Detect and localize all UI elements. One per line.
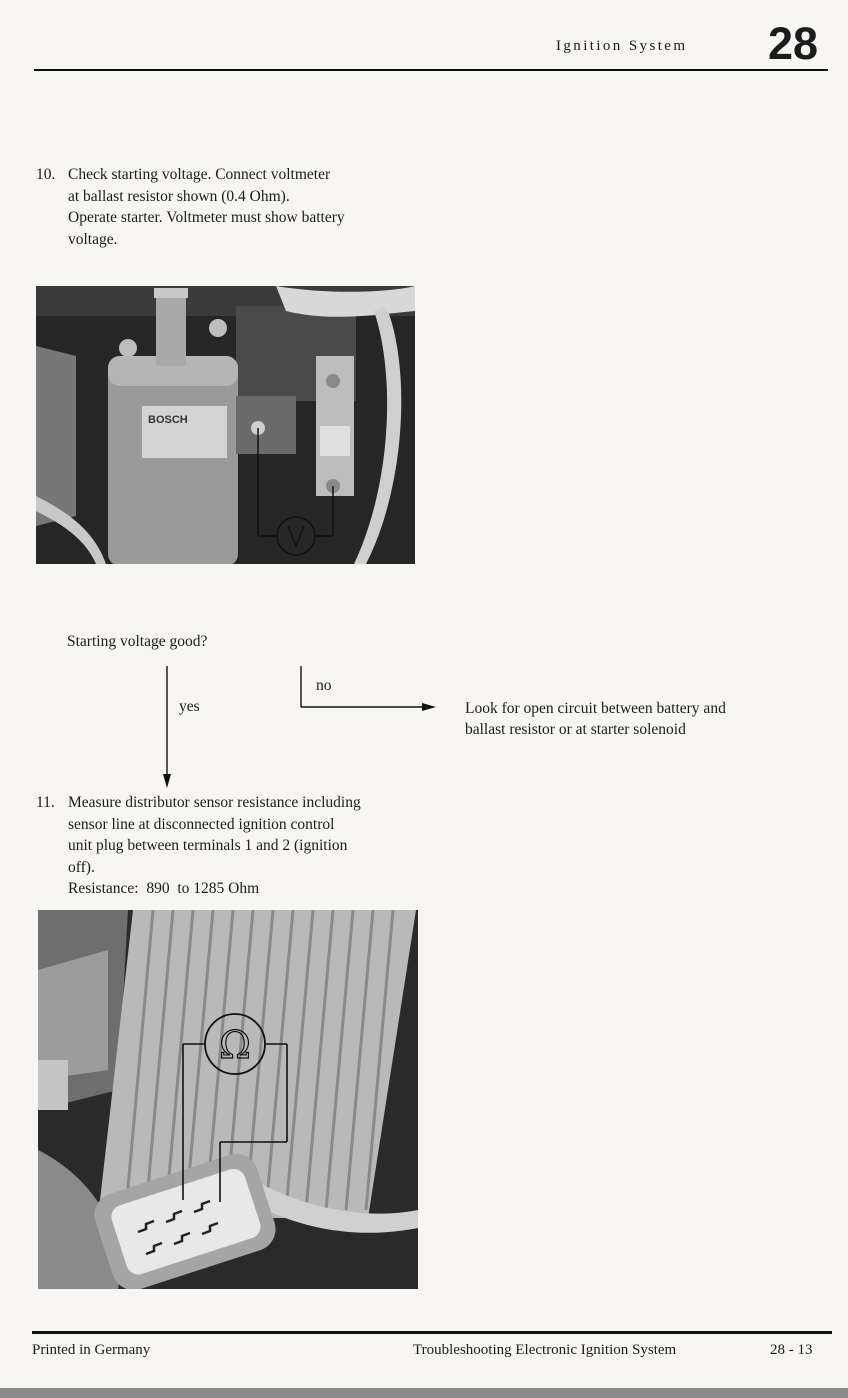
header-rule <box>34 69 828 71</box>
bosch-label: BOSCH <box>148 414 188 426</box>
ignition-coil-photo <box>36 286 415 564</box>
yes-arrow-head <box>163 774 171 788</box>
svg-text:Ω: Ω <box>219 1023 251 1067</box>
flow-question: Starting voltage good? <box>67 633 208 650</box>
step-text: Measure distributor sensor resistance including sensor line at disconnected ignition control unit plug between terminals 1 and 2 (ignition off). Resistance: 890 to 1285 Ohm <box>68 794 361 897</box>
step-11 <box>36 792 456 902</box>
no-result-text: Look for open circuit between battery and ballast resistor or at starter solenoid <box>465 700 726 738</box>
flow-arrows <box>150 662 450 792</box>
step-number: 11. <box>36 794 55 811</box>
section-title: Ignition System <box>556 38 688 54</box>
step-10 <box>36 164 436 254</box>
footer-page-number: 28 - 13 <box>770 1342 813 1358</box>
ignition-coil-illustration <box>36 286 415 564</box>
footer-left: Printed in Germany <box>32 1342 151 1358</box>
footer-rule <box>32 1331 832 1334</box>
step-number: 10. <box>36 166 56 183</box>
yes-label: yes <box>179 698 200 715</box>
chapter-number: 28 <box>768 18 819 69</box>
control-unit-illustration <box>38 910 418 1289</box>
step-text: Check starting voltage. Connect voltmeter at ballast resistor shown (0.4 Ohm). Operate starter. Voltmeter must show battery voltage. <box>68 166 345 248</box>
no-arrow-head <box>422 703 436 711</box>
footer-center: Troubleshooting Electronic Ignition System <box>413 1342 677 1358</box>
control-unit-plug-photo <box>38 910 418 1289</box>
no-label: no <box>316 677 332 694</box>
page-bottom-edge <box>0 1388 848 1398</box>
